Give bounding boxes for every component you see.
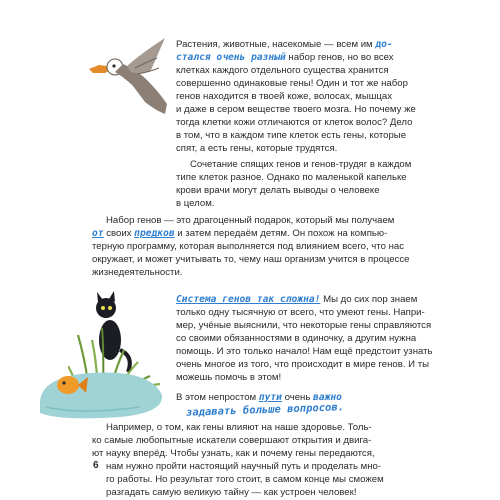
para1-line3: клетках каждого отдельного существа хранится: [176, 65, 389, 76]
para2-line2: типе клеток разное. Однако по маленькой капельке: [176, 172, 407, 183]
para4-line2: только одну тысячную от всего, что умеют гены. Напри-: [176, 307, 425, 318]
para6-line4: нам нужно пройти настоящий научный путь и проделать мно-: [106, 461, 382, 472]
fish-pond-illustration: [40, 355, 165, 425]
goose-illustration: [85, 32, 170, 117]
para6-line1: Например, о том, как гены влияют на наше здоровье. Толь-: [106, 422, 372, 433]
para1-line4: совершенно одинаковые гены! Один и тот же набор: [176, 78, 408, 89]
para2-line4: в целом.: [176, 198, 215, 209]
para4-line1: Система генов так сложна! Мы до сих пор знаем: [176, 294, 418, 305]
para2-line3: крови врачи могут делать выводы о человеке: [176, 185, 380, 196]
para1-line9: спят, а есть гены, которые трудятся.: [176, 143, 338, 154]
para3-line4: окружает, и может учитывать то, чему наш организм учится в процессе: [92, 254, 410, 265]
para1-line6: и даже в сером веществе твоего мозга. Но почему же: [176, 104, 416, 115]
para1-line8: в том, что в каждом типе клеток есть гены, которые: [176, 130, 407, 141]
para4-line7: можешь помочь в этом!: [176, 372, 282, 383]
para4-line4: со своими обязанностями в одиночку, а другим нужна: [176, 333, 417, 344]
para1-line1: Растения, животные, насекомые — всем им до-: [176, 39, 393, 50]
page-number: 6: [93, 460, 99, 471]
para6-line5: го работы. Но результат того стоит, в самом конце мы сможем: [106, 474, 384, 485]
para3-line1: Набор генов — это драгоценный подарок, который мы получаем: [106, 215, 395, 226]
para4-line6: очень многое из того, что происходит в мире генов. И ты: [176, 359, 430, 370]
para3-line5: жизнедеятельности.: [92, 267, 183, 278]
para3-line2: от своих предков и затем передаём детям. Он похож на компью-: [92, 228, 388, 239]
para6-line3: ют науку вперёд. Чтобы узнать, как и почему гены передаются,: [92, 448, 375, 459]
para1-line2: стался очень разный набор генов, но во всех: [176, 52, 394, 63]
para5-line2: задавать больше вопросов.: [185, 401, 345, 419]
para3-line3: терную программу, которая выполняется под влиянием всего, что нас: [92, 241, 405, 252]
para1-line5: генов находится в твоей коже, волосах, мышцах: [176, 91, 393, 102]
para5-line1: В этом непростом пути очень важно: [176, 392, 342, 403]
para1-line7: тогда клетки кожи отличаются от клеток волос? Дело: [176, 117, 413, 128]
para4-line3: мер, учёные выяснили, что некоторые гены справляются: [176, 320, 432, 331]
para2-line1: Сочетание спящих генов и генов-трудяг в каждом: [190, 159, 412, 170]
para4-line5: помощь. И это только начало! Нам ещё предстоит узнать: [176, 346, 433, 357]
para6-line6: разгадать самую великую тайну — как устроен человек!: [106, 487, 357, 498]
para6-line2: ко самые любопытные искатели совершают открытия и двига-: [92, 435, 372, 446]
